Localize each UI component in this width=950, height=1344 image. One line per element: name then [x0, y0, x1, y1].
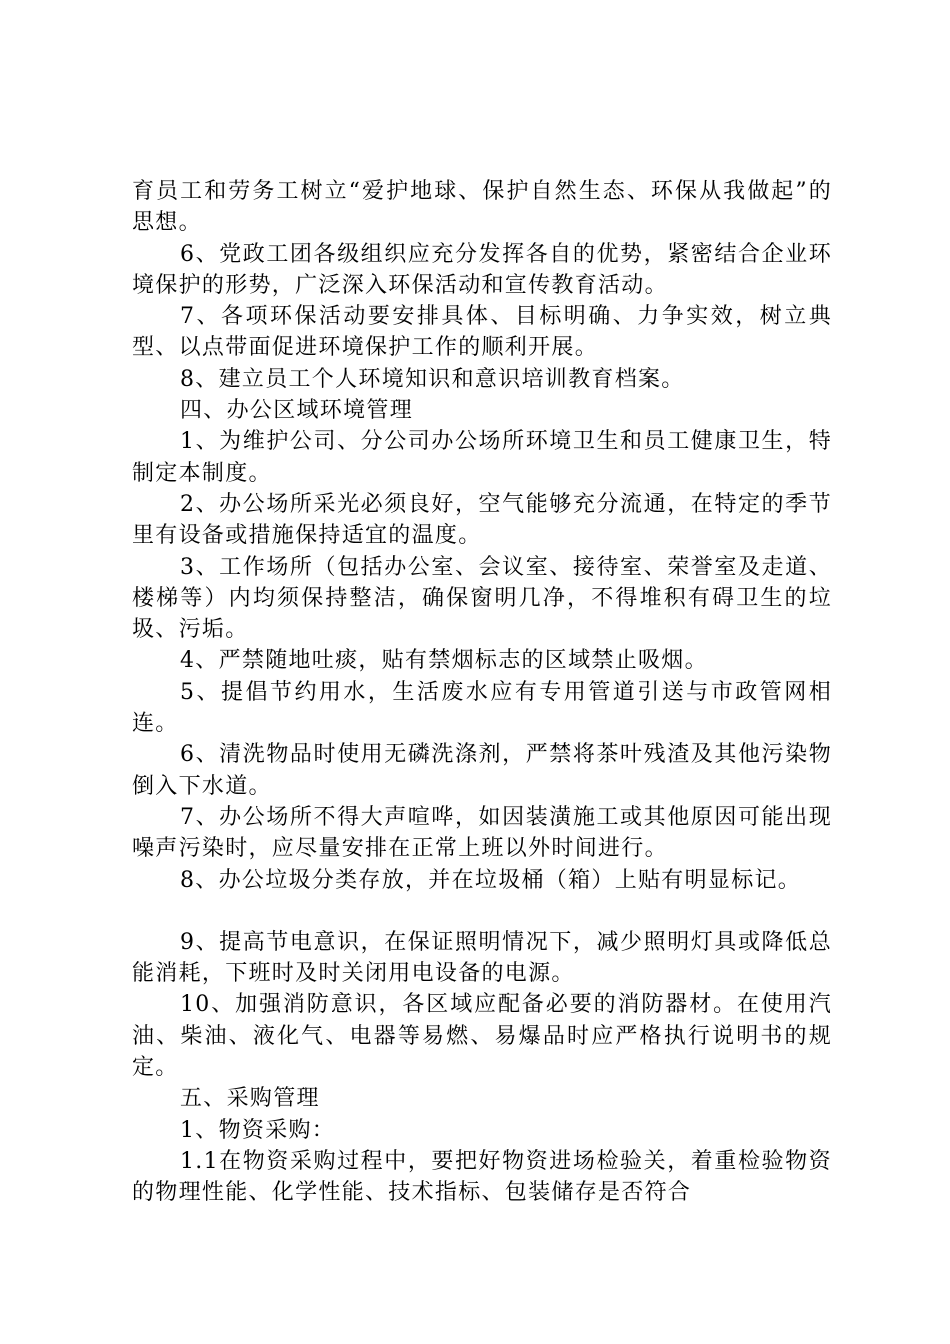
paragraph-office-item-4: 4、严禁随地吐痰，贴有禁烟标志的区域禁止吸烟。 [180, 648, 708, 674]
blank-line [132, 896, 832, 927]
paragraph-procurement-item-1-1: 1.1在物资采购过程中，要把好物资进场检验关，着重检验物资的物理性能、化学性能、技术指标、包装储存是否符合 [132, 1148, 832, 1206]
paragraph-item-6-party-organizations: 6、党政工团各级组织应充分发挥各自的优势，紧密结合企业环境保护的形势，广泛深入环保活动和宣传教育活动。 [132, 241, 832, 298]
document-body [132, 176, 832, 1209]
paragraph-office-item-6: 6、清洗物品时使用无磷洗涤剂，严禁将茶叶残渣及其他污染物倒入下水道。 [132, 742, 832, 799]
paragraph-office-item-5: 5、提倡节约用水，生活废水应有专用管道引送与市政管网相连。 [132, 679, 832, 737]
paragraph-office-item-7: 7、办公场所不得大声喧哗，如因装潢施工或其他原因可能出现噪声污染时，应尽量安排在正常上班以外时间进行。 [132, 804, 832, 862]
paragraph-procurement-item-1: 1、物资采购： [180, 1117, 336, 1143]
section-heading-procurement: 五、采购管理 [180, 1086, 320, 1112]
section-heading-office-environment: 四、办公区域环境管理 [180, 398, 414, 424]
paragraph-office-item-8: 8、办公垃圾分类存放，并在垃圾桶（箱）上贴有明显标记。 [180, 867, 802, 893]
paragraph-office-item-1: 1、为维护公司、分公司办公场所环境卫生和员工健康卫生，特制定本制度。 [132, 429, 832, 486]
paragraph-office-item-3: 3、工作场所（包括办公室、会议室、接待室、荣誉室及走道、楼梯等）内均须保持整洁，确保窗明几净，不得堆积有碍卫生的垃圾、污垢。 [132, 554, 832, 643]
paragraph-office-item-10: 10、加强消防意识，各区域应配备必要的消防器材。在使用汽油、柴油、液化气、电器等易燃、易爆品时应严格执行说明书的规定。 [132, 992, 832, 1081]
paragraph-item-7-activities: 7、各项环保活动要安排具体、目标明确、力争实效，树立典型、以点带面促进环境保护工作的顺利开展。 [132, 304, 832, 361]
paragraph-item-8-training-archive: 8、建立员工个人环境知识和意识培训教育档案。 [180, 366, 685, 392]
paragraph-office-item-9: 9、提高节电意识，在保证照明情况下，减少照明灯具或降低总能消耗，下班时及时关闭用电设备的电源。 [132, 929, 832, 987]
paragraph-continuation: 育员工和劳务工树立“爱护地球、保护自然生态、环保从我做起”的思想。 [132, 179, 832, 236]
paragraph-office-item-2: 2、办公场所采光必须良好，空气能够充分流通，在特定的季节里有设备或措施保持适宜的温度。 [132, 491, 832, 549]
